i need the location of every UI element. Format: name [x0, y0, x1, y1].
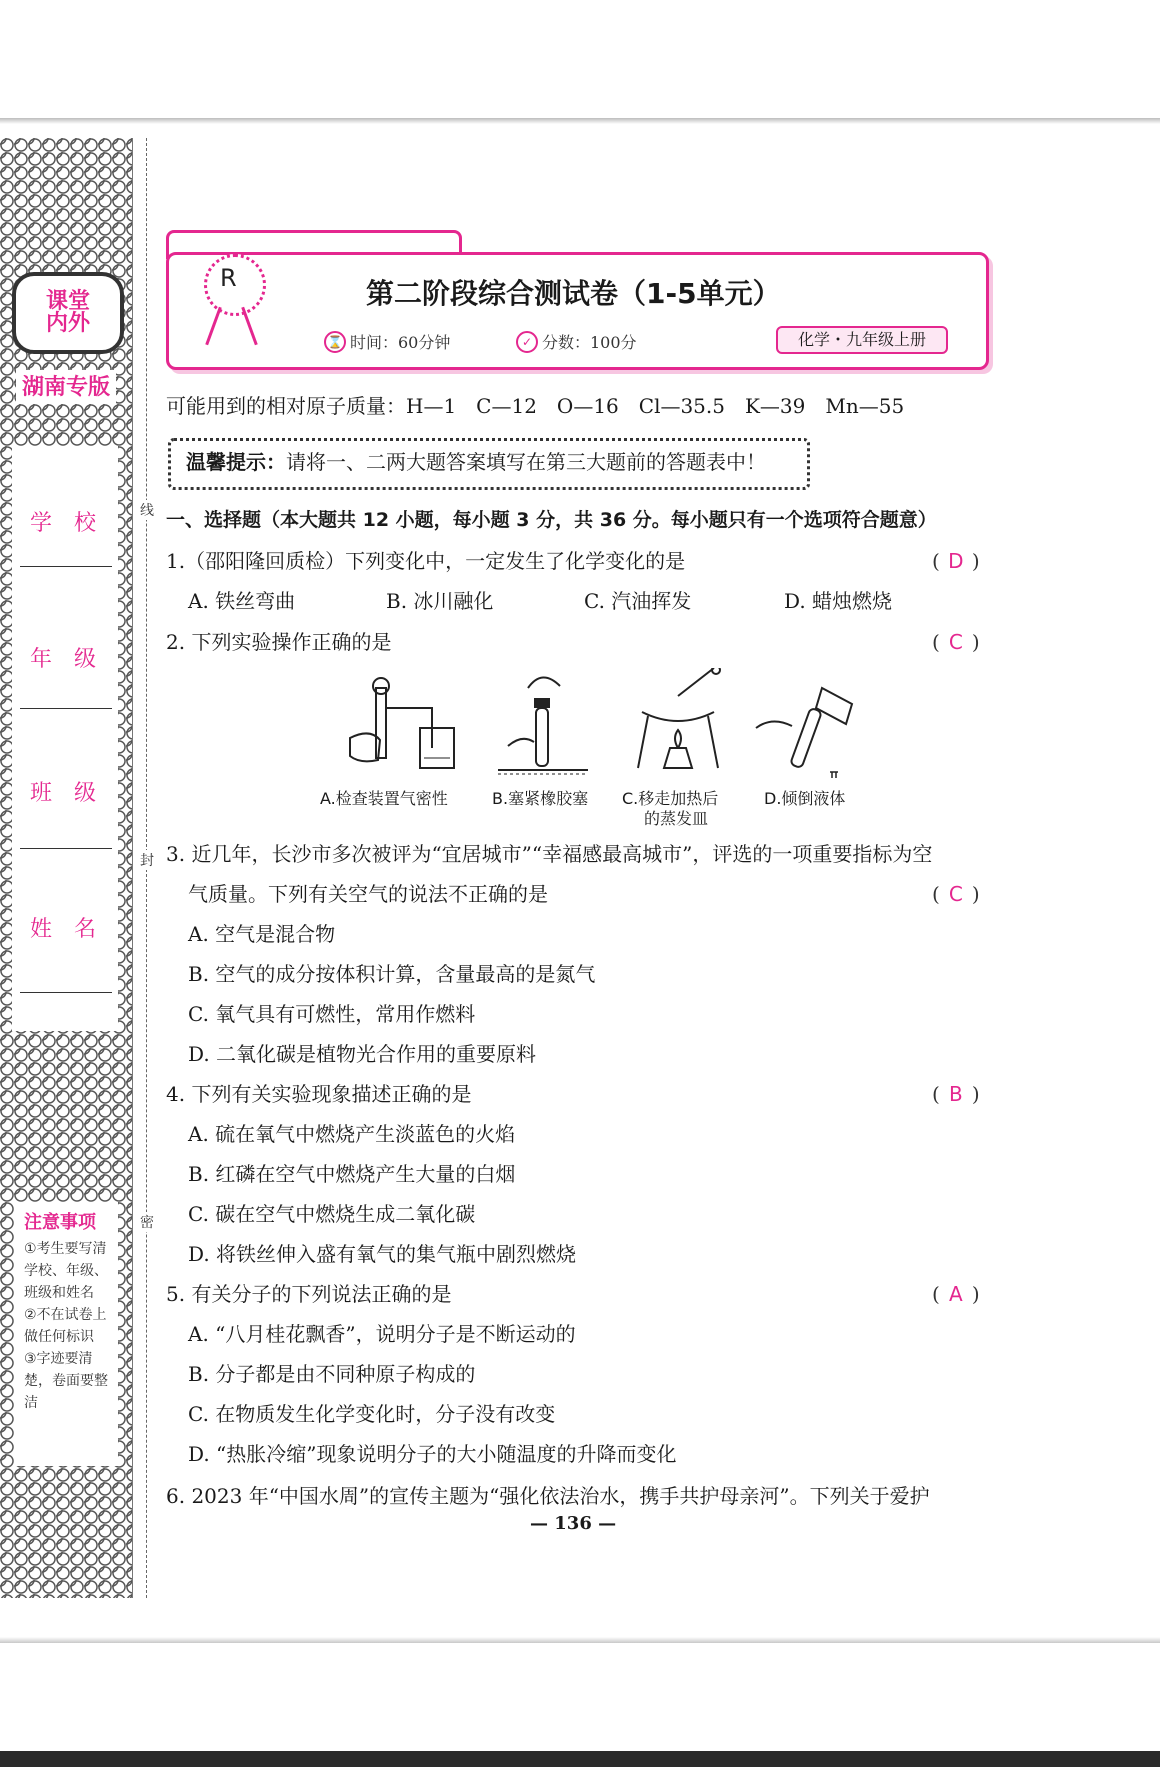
airtightness-check-figure: [340, 668, 460, 780]
notes-title: 注意事项: [24, 1212, 96, 1233]
figure-caption-a: A.检查装置气密性: [320, 789, 448, 808]
figure-caption-d: D.倾倒液体: [764, 789, 846, 808]
class-field: [12, 776, 118, 846]
tip-text: [186, 449, 766, 475]
name-field: [12, 912, 118, 982]
question-3-stem: 3. 近几年，长沙市多次被评为“宜居城市”“幸福感最高城市”，评选的一项重要指标为空: [166, 842, 933, 866]
check-icon: ✓: [516, 331, 538, 353]
question-5-option-c: C. 在物质发生化学变化时，分子没有改变: [188, 1402, 556, 1426]
question-1-option-b: B. 冰川融化: [386, 589, 494, 613]
question-3-option-b: B. 空气的成分按体积计算，含量最高的是氮气: [188, 962, 596, 986]
badge-ribbon: [241, 307, 257, 346]
viewer-bottom-area: [0, 1643, 1160, 1751]
question-1-option-a: A. 铁丝弯曲: [188, 589, 296, 613]
question-4-option-b: B. 红磷在空气中燃烧产生大量的白烟: [188, 1162, 516, 1186]
grade-label: 年级: [30, 647, 119, 672]
time-text: 时间：60分钟: [350, 333, 451, 352]
question-1-answer: ( D ): [932, 549, 980, 573]
question-1-option-c: C. 汽油挥发: [584, 589, 692, 613]
question-3-stem-2: 气质量。下列有关空气的说法不正确的是: [188, 882, 548, 906]
question-5-option-b: B. 分子都是由不同种原子构成的: [188, 1362, 476, 1386]
question-3-answer: ( C ): [932, 882, 980, 906]
stopper-figure: [498, 668, 588, 780]
tip-content: 请将一、二两大题答案填写在第三大题前的答题表中！: [286, 450, 766, 474]
atomic-masses: 可能用到的相对原子质量：H—1 C—12 O—16 Cl—35.5 K—39 Mn—55: [166, 394, 905, 418]
cut-label-secret: 密: [140, 1212, 154, 1232]
class-label: 班级: [30, 781, 119, 806]
question-4-option-a: A. 硫在氧气中燃烧产生淡蓝色的火焰: [188, 1122, 516, 1146]
answer-value: C: [948, 882, 963, 906]
question-3-option-d: D. 二氧化碳是植物光合作用的重要原料: [188, 1042, 537, 1066]
question-1-stem: 1.（邵阳隆回质检）下列变化中，一定发生了化学变化的是: [166, 549, 686, 573]
question-4-option-d: D. 将铁丝伸入盛有氧气的集气瓶中剧烈燃烧: [188, 1242, 577, 1266]
cut-label-seal: 封: [140, 850, 154, 870]
edition-label: 湖南专版: [16, 370, 116, 404]
question-5-option-a: A. “八月桂花飘香”，说明分子是不断运动的: [188, 1322, 576, 1346]
question-4-answer: ( B ): [932, 1082, 980, 1106]
answer-value: A: [948, 1282, 963, 1306]
answer-value: C: [948, 630, 963, 654]
question-3-option-a: A. 空气是混合物: [188, 922, 336, 946]
question-4-stem: 4. 下列有关实验现象描述正确的是: [166, 1082, 472, 1106]
name-line: [20, 992, 112, 993]
question-5-option-d: D. “热胀冷缩”现象说明分子的大小随温度的升降而变化: [188, 1442, 677, 1466]
figure-caption-c: C.移走加热后: [622, 789, 719, 808]
question-5-answer: ( A ): [932, 1282, 980, 1306]
time-meta: [324, 330, 450, 353]
figure-caption-b: B.塞紧橡胶塞: [492, 789, 589, 808]
note-item: ③字迹要清楚，卷面要整洁: [24, 1351, 108, 1411]
score-meta: [516, 330, 637, 353]
answer-value: D: [948, 549, 964, 573]
grade-field: [12, 642, 118, 712]
page-number: — 136 —: [530, 1513, 617, 1534]
question-2-stem: 2. 下列实验操作正确的是: [166, 630, 392, 654]
viewer-bottom-bar: [0, 1751, 1160, 1767]
student-info-form: [12, 446, 118, 1031]
score-text: 分数：100分: [542, 333, 637, 352]
answer-value: B: [948, 1082, 963, 1106]
award-badge-icon: [198, 254, 268, 346]
page-title: 第二阶段综合测试卷（1-5单元）: [366, 277, 781, 310]
viewer-top-area: [0, 0, 1160, 118]
question-3-option-c: C. 氧气具有可燃性，常用作燃料: [188, 1002, 476, 1026]
class-line: [20, 848, 112, 849]
logo-line-1: 课堂: [45, 289, 90, 314]
subject-tag: 化学・九年级上册: [776, 326, 948, 354]
question-5-stem: 5. 有关分子的下列说法正确的是: [166, 1282, 452, 1306]
name-label: 姓名: [30, 917, 119, 942]
logo-line-2: 内外: [45, 311, 90, 336]
badge-letter: R: [220, 264, 237, 292]
note-item: ①考生要写清学校、年级、班级和姓名: [24, 1241, 108, 1301]
question-2-answer: ( C ): [932, 630, 980, 654]
section-heading: 一、选择题（本大题共 12 小题，每小题 3 分，共 36 分。每小题只有一个选项符合题意）: [166, 509, 937, 531]
question-1-option-d: D. 蜡烛燃烧: [784, 589, 893, 613]
brand-logo: [12, 272, 124, 354]
tip-label: 温馨提示：: [186, 450, 286, 474]
question-6-stem: 6. 2023 年“中国水周”的宣传主题为“强化依法治水，携手共护母亲河”。下列关于爱护: [166, 1484, 930, 1508]
school-label: 学校: [30, 511, 119, 536]
notes-panel: [14, 1202, 118, 1466]
badge-ribbon: [205, 307, 221, 346]
hourglass-icon: ⌛: [324, 331, 346, 353]
school-line: [20, 566, 112, 567]
evaporating-dish-figure: [628, 668, 728, 780]
grade-line: [20, 708, 112, 709]
figure-caption-c-2: 的蒸发皿: [644, 809, 709, 828]
note-item: ②不在试卷上做任何标识: [24, 1307, 107, 1345]
pouring-liquid-figure: [752, 668, 862, 780]
question-4-option-c: C. 碳在空气中燃烧生成二氧化碳: [188, 1202, 476, 1226]
cut-label-line: 线: [140, 500, 154, 520]
